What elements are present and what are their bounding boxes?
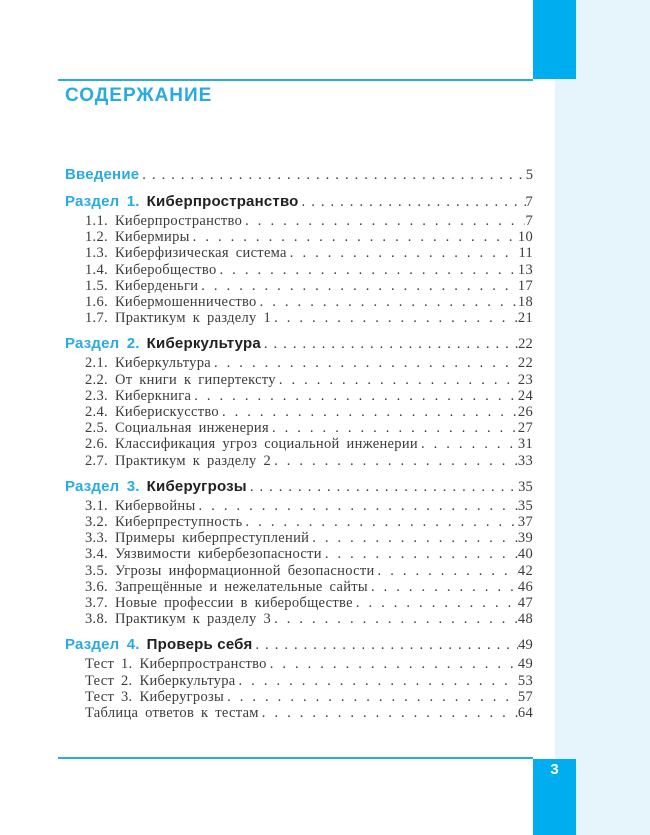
toc-item-title: Таблица ответов к тестам	[85, 705, 259, 722]
toc-item-number: Тест 3.	[85, 688, 133, 705]
dot-leader	[261, 335, 518, 353]
toc-item-row	[65, 563, 533, 579]
toc-section	[65, 193, 533, 326]
toc-section-items	[65, 213, 533, 326]
toc-item-row	[65, 372, 533, 388]
toc-page-number: 17	[517, 277, 533, 294]
toc-page-number: 48	[517, 611, 533, 628]
toc-page-number: 49	[517, 656, 533, 673]
toc-section-row	[65, 193, 533, 211]
toc-item-row	[65, 229, 533, 245]
toc-item-number: 2.7.	[85, 452, 108, 469]
toc-section-items	[65, 355, 533, 468]
toc-section-label: Раздел 2.	[65, 335, 140, 353]
toc-item-number: 3.5.	[85, 562, 108, 579]
toc-section-row	[65, 636, 533, 654]
toc-item-title: Кибервойны	[114, 497, 196, 514]
toc-section-label: Раздел 4.	[65, 636, 140, 654]
dot-leader	[224, 689, 518, 705]
toc-section-row	[65, 335, 533, 353]
toc-page-number: 10	[517, 229, 533, 246]
toc-page-number: 47	[517, 595, 533, 612]
footer-rule	[58, 757, 533, 759]
toc-item-number: 1.4.	[85, 261, 108, 278]
dot-leader	[198, 278, 518, 294]
toc-section-label: Раздел 3.	[65, 477, 140, 495]
toc-page-number: 57	[517, 688, 533, 705]
toc-item-row	[65, 310, 533, 326]
dot-leader	[271, 310, 518, 326]
toc-page-number: 49	[518, 637, 533, 654]
dot-leader	[247, 478, 518, 496]
toc-page-number: 53	[517, 672, 533, 689]
toc-item-row	[65, 611, 533, 627]
dot-leader	[259, 705, 518, 721]
toc-page-number: 7	[525, 194, 533, 210]
dot-leader	[269, 420, 518, 436]
toc-item-number: 2.5.	[85, 420, 108, 437]
toc-item-number: Тест 1.	[85, 656, 133, 673]
toc-page-number: 64	[517, 705, 533, 722]
toc-page-number: 5	[525, 167, 533, 183]
toc-item-title: Киберденьги	[114, 277, 199, 294]
toc-item-row	[65, 656, 533, 672]
dot-leader	[353, 595, 518, 611]
dot-leader	[257, 294, 518, 310]
toc-item-number: 2.2.	[85, 371, 108, 388]
toc-item-row	[65, 420, 533, 436]
dot-leader	[368, 579, 518, 595]
toc-page-number: 33	[517, 452, 533, 469]
dot-leader	[252, 636, 518, 654]
toc-page-number: 26	[517, 404, 533, 421]
toc-section	[65, 478, 533, 628]
toc-item-title: Практикум к разделу 1	[114, 310, 272, 327]
toc-section	[65, 636, 533, 721]
toc-sections	[65, 193, 533, 721]
toc-item-title: Киберискусство	[114, 404, 219, 421]
dot-leader	[287, 245, 519, 261]
toc-item-title: Киберкультура	[114, 355, 211, 372]
toc-section-items	[65, 656, 533, 721]
dot-leader	[418, 436, 518, 452]
toc-item-title: Практикум к разделу 2	[114, 452, 272, 469]
toc-item-title: Киберкнига	[114, 387, 192, 404]
dot-leader	[219, 404, 518, 420]
toc-page-number: 24	[517, 387, 533, 404]
toc-item-number: 1.2.	[85, 229, 108, 246]
toc-item-row	[65, 579, 533, 595]
toc-item-title: От книги к гипертексту	[114, 371, 276, 388]
toc-section-label: Раздел 1.	[65, 193, 140, 210]
toc-item-number: 1.7.	[85, 310, 108, 327]
toc-page-number: 13	[517, 261, 533, 278]
dot-leader	[243, 514, 518, 530]
toc-item-row	[65, 498, 533, 514]
toc-item-title: Киберфизическая система	[114, 245, 287, 262]
toc-item-number: 1.3.	[85, 245, 108, 262]
dot-leader	[236, 673, 518, 689]
toc-page-number: 18	[517, 294, 533, 311]
toc-item-title: Киберпространство	[139, 656, 267, 673]
dot-leader	[190, 229, 518, 245]
toc-page-number: 35	[517, 497, 533, 514]
header-rule	[58, 79, 533, 81]
toc-item-title: Киберпреступность	[114, 514, 243, 531]
toc-item-number: 3.2.	[85, 514, 108, 531]
toc-section-title: Киберугрозы	[146, 477, 247, 495]
toc-page-number: 22	[517, 355, 533, 372]
dot-leader	[211, 355, 518, 371]
toc-page-number: 27	[517, 420, 533, 437]
toc-item-row	[65, 705, 533, 721]
toc-item-row	[65, 245, 533, 261]
toc-item-title: Киберугрозы	[139, 688, 225, 705]
toc-item-number: 2.1.	[85, 355, 108, 372]
toc-section-items	[65, 498, 533, 628]
toc-item-number: Тест 2.	[85, 672, 133, 689]
toc-item-row	[65, 689, 533, 705]
toc-item-title: Примеры киберпреступлений	[114, 530, 310, 547]
toc-item-title: Кибермиры	[114, 229, 190, 246]
top-corner-accent	[533, 0, 576, 79]
toc-item-number: 1.5.	[85, 277, 108, 294]
toc-page-number: 31	[517, 436, 533, 453]
toc-item-row	[65, 595, 533, 611]
dot-leader	[242, 213, 525, 229]
toc-item-title: Социальная инженерия	[114, 420, 269, 437]
toc-item-title: Кибермошенничество	[114, 294, 257, 311]
toc-item-title: Киберобщество	[114, 261, 217, 278]
toc-item-number: 3.6.	[85, 578, 108, 595]
toc-item-title: Киберпространство	[114, 213, 243, 229]
toc-item-number: 3.4.	[85, 546, 108, 563]
toc-item-number: 3.7.	[85, 595, 108, 612]
toc-item-row	[65, 546, 533, 562]
toc-page-number: 40	[517, 546, 533, 563]
toc-page-number: 23	[517, 371, 533, 388]
toc-page-number: 37	[517, 514, 533, 531]
toc-page-number: 21	[517, 310, 533, 327]
dot-leader	[139, 167, 525, 184]
toc-item-title: Киберкультура	[139, 672, 236, 689]
dot-leader	[196, 498, 518, 514]
toc-intro-label: Введение	[65, 166, 140, 183]
toc-page-number: 39	[517, 530, 533, 547]
toc-item-title: Классификация угроз социальной инженерии	[114, 436, 418, 453]
dot-leader	[271, 453, 518, 469]
toc-item-row	[65, 278, 533, 294]
toc-item-row	[65, 453, 533, 469]
toc-item-row	[65, 404, 533, 420]
toc-item-row	[65, 388, 533, 404]
toc-section-title: Киберпространство	[146, 193, 299, 210]
page-edge-strip	[555, 0, 650, 835]
page-title: СОДЕРЖАНИЕ	[65, 85, 213, 106]
toc-item-row	[65, 436, 533, 452]
toc-item-row	[65, 262, 533, 278]
toc-item-title: Практикум к разделу 3	[114, 611, 272, 628]
toc-item-number: 3.3.	[85, 530, 108, 547]
table-of-contents	[65, 166, 533, 721]
toc-page-number: 7	[525, 213, 533, 229]
dot-leader	[271, 611, 518, 627]
toc-page-number: 35	[518, 478, 533, 495]
toc-page-number: 46	[517, 578, 533, 595]
toc-page-number: 42	[517, 562, 533, 579]
dot-leader	[322, 546, 518, 562]
toc-section-row	[65, 478, 533, 496]
toc-item-title: Новые профессии в киберобществе	[114, 595, 353, 612]
toc-item-row	[65, 355, 533, 371]
dot-leader	[309, 530, 518, 546]
page-number-box	[533, 759, 576, 835]
toc-section	[65, 335, 533, 468]
toc-item-title: Уязвимости кибербезопасности	[114, 546, 322, 563]
dot-leader	[191, 388, 518, 404]
toc-item-number: 2.6.	[85, 436, 108, 453]
dot-leader	[267, 656, 518, 672]
toc-page-number: 22	[518, 336, 533, 353]
dot-leader	[276, 372, 518, 388]
toc-intro-row	[65, 166, 533, 184]
toc-section-title: Киберкультура	[146, 335, 261, 353]
toc-page-number: 11	[518, 245, 533, 262]
dot-leader	[217, 262, 518, 278]
toc-item-title: Угрозы информационной безопасности	[114, 562, 375, 579]
toc-item-number: 1.6.	[85, 294, 108, 311]
folio-number: 3	[550, 761, 559, 778]
toc-item-row	[65, 530, 533, 546]
dot-leader	[375, 563, 518, 579]
toc-item-number: 1.1.	[85, 213, 108, 229]
toc-item-number: 2.3.	[85, 387, 108, 404]
toc-item-title: Запрещённые и нежелательные сайты	[114, 578, 368, 595]
dot-leader	[299, 193, 526, 211]
toc-section-title: Проверь себя	[146, 636, 253, 654]
toc-item-row	[65, 213, 533, 229]
toc-item-number: 3.1.	[85, 497, 108, 514]
toc-item-number: 3.8.	[85, 611, 108, 628]
toc-item-row	[65, 294, 533, 310]
toc-item-number: 2.4.	[85, 404, 108, 421]
toc-item-row	[65, 514, 533, 530]
toc-item-row	[65, 673, 533, 689]
